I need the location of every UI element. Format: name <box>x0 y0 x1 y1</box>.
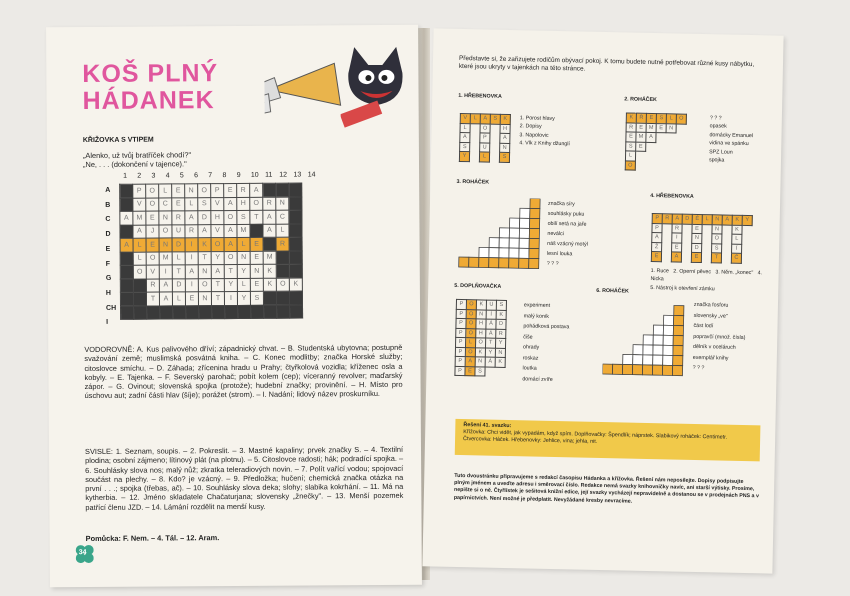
clue: opasek <box>709 123 727 130</box>
clue: souhlásky puku <box>547 210 585 218</box>
crossword-cell: E <box>250 237 263 251</box>
crossword-cell: M <box>159 251 172 265</box>
crossword-cell: E <box>250 251 263 265</box>
crossword-cell: O <box>224 251 237 265</box>
clue: ohrady <box>522 344 540 351</box>
crossword-cell: A <box>224 237 237 251</box>
crossword-cell: L <box>237 237 250 251</box>
puzzle-4-title: 4. HŘEBENOVKA <box>650 192 694 200</box>
right-page <box>422 28 783 573</box>
column-number: 6 <box>194 172 199 180</box>
crossword-black-cell <box>120 265 133 279</box>
crossword-cell: K <box>263 278 276 292</box>
crossword-cell: A <box>185 265 198 279</box>
crossword-cell: A <box>224 224 237 238</box>
puzzle-2-title: 2. ROHÁČEK <box>624 96 657 104</box>
puzzle-3-staircase-grid <box>457 197 543 277</box>
crossword-black-cell <box>237 305 250 319</box>
crossword-cell: V <box>211 197 224 211</box>
clue: značka síry <box>547 200 575 208</box>
crossword-cell: S <box>237 210 250 224</box>
puzzle-5-grid: P O K U S P O N Í K P O H Á D P O H Á R P L O T Y P O K Y N P A N Á K P E S <box>454 299 507 377</box>
crossword-cell: A <box>263 224 276 238</box>
crossword-cell: Y <box>224 278 237 292</box>
column-number: 11 <box>265 171 273 179</box>
crossword-black-cell <box>276 305 289 319</box>
crossword-black-cell <box>120 225 133 239</box>
crossword-cell: E <box>185 292 198 306</box>
crossword-cell: A <box>198 224 211 238</box>
crossword-cell: O <box>146 198 159 212</box>
crossword-cell: N <box>276 197 289 211</box>
crossword-cell: O <box>250 197 263 211</box>
row-letter: A <box>105 186 111 194</box>
column-number: 4 <box>165 172 170 180</box>
crossword-black-cell <box>263 237 276 251</box>
crossword-cell: R <box>185 224 198 238</box>
crossword-cell: A <box>159 292 172 306</box>
crossword-cell: R <box>146 279 159 293</box>
crossword-cell: L <box>172 292 185 306</box>
crossword-cell: L <box>159 184 172 198</box>
crossword-row <box>120 291 302 306</box>
row-letter: E <box>105 245 111 253</box>
crossword-cell: N <box>159 211 172 225</box>
row-letter: C <box>105 216 111 224</box>
crossword-black-cell <box>120 306 133 320</box>
crossword-cell: S <box>250 291 263 305</box>
clue: loutka <box>522 365 537 372</box>
clue: obilí setá na jaře <box>547 220 587 228</box>
crossword-black-cell <box>120 279 133 293</box>
crossword-black-cell <box>120 198 133 212</box>
puzzle-6-staircase-grid <box>602 302 690 388</box>
page-number: 34 <box>78 549 87 557</box>
crossword-cell: A <box>224 197 237 211</box>
column-number: 8 <box>222 172 227 180</box>
clue: 1. Porost hlavy <box>519 115 555 122</box>
crossword-cell: V <box>146 265 159 279</box>
clue: čiše <box>523 333 533 341</box>
crossword-heading: KŘIŽOVKA S VTIPEM <box>82 136 154 145</box>
crossword-cell: V <box>133 198 146 212</box>
row-letter: CH <box>105 304 117 312</box>
crossword-cell: C <box>276 210 289 224</box>
puzzle-4-clues <box>650 267 771 295</box>
row-letter: H <box>105 289 111 297</box>
paper-cone-illustration <box>264 59 344 120</box>
column-number: 7 <box>208 172 213 180</box>
row-letter: B <box>105 201 111 209</box>
crossword-cell: N <box>198 265 211 279</box>
crossword-black-cell <box>120 292 133 306</box>
crossword-cell: E <box>146 211 159 225</box>
clue: domácí zvíře <box>522 375 553 383</box>
crossword-black-cell <box>250 305 263 319</box>
crossword-cell: T <box>224 264 237 278</box>
crossword-row <box>120 251 302 266</box>
crossword-cell: E <box>250 278 263 292</box>
puzzle-3-title: 3. ROHÁČEK <box>456 178 490 186</box>
crossword-black-cell <box>289 264 302 278</box>
crossword-cell: D <box>172 278 185 292</box>
clue: domácky Emanuel <box>709 132 754 139</box>
crossword-cell: T <box>211 278 224 292</box>
crossword-cell: O <box>224 210 237 224</box>
row-letter: F <box>105 260 111 268</box>
column-number: 1 <box>123 172 128 180</box>
solution-box <box>455 419 761 461</box>
crossword-black-cell <box>289 237 302 251</box>
crossword-cell: M <box>133 211 146 225</box>
crossword-black-cell <box>133 292 146 306</box>
crossword-cell: I <box>185 251 198 265</box>
crossword-cell: N <box>250 264 263 278</box>
crossword-cell: T <box>211 292 224 306</box>
crossword-cell: P <box>133 184 146 198</box>
crossword-cell: A <box>120 238 133 252</box>
crossword-cell: K <box>198 238 211 252</box>
hint: Pomůcka: F. Nem. – 4. Tál. – 12. Aram. <box>85 533 220 544</box>
crossword-cell: N <box>198 292 211 306</box>
crossword-cell: A <box>185 211 198 225</box>
crossword-cell: K <box>289 278 302 292</box>
clue: 3. Něm. „konec" <box>715 269 754 277</box>
crossword-black-cell <box>263 305 276 319</box>
row-letter: D <box>105 230 111 238</box>
clue: pohádková postava <box>523 323 570 331</box>
crossword-black-cell <box>172 305 185 319</box>
crossword-black-cell <box>276 291 289 305</box>
crossword-black-cell <box>263 183 276 197</box>
crossword-cell: J <box>146 225 159 239</box>
crossword-black-cell <box>276 264 289 278</box>
crossword-cell: R <box>276 237 289 251</box>
crossword-cell: O <box>276 278 289 292</box>
crossword-cell: M <box>237 224 250 238</box>
crossword-cell: V <box>211 224 224 238</box>
crossword-cell: O <box>198 184 211 198</box>
column-number: 10 <box>250 171 259 179</box>
clue: popravčí (množ. čísla) <box>693 333 746 341</box>
crossword-cell: N <box>185 184 198 198</box>
clue: SPZ Loun <box>709 148 733 156</box>
crossword-cell: I <box>185 238 198 252</box>
crossword-cell: E <box>172 197 185 211</box>
crossword-black-cell <box>276 251 289 265</box>
clue: neválci <box>547 230 564 238</box>
column-number: 3 <box>151 172 156 180</box>
puzzle-2-grid: K Ř E S L O R E M E N E M A S E L O <box>625 112 687 171</box>
puzzle-1-grid: V L A S K L O H A P A S U N Y L S <box>459 113 511 163</box>
crossword-cell: R <box>263 197 276 211</box>
crossword-cell: L <box>133 238 146 252</box>
crossword-cell: H <box>237 197 250 211</box>
page-number-badge <box>76 545 94 563</box>
crossword-row <box>120 197 302 212</box>
crossword-cell: E <box>172 184 185 198</box>
clue: 2. Dopisy <box>519 123 542 131</box>
clue: 5. Nástroj k otevření zámku <box>650 284 715 293</box>
crossword-black-cell <box>289 305 302 319</box>
crossword-cell: A <box>159 278 172 292</box>
clue: 1. Ruce <box>650 267 669 275</box>
crossword-black-cell <box>120 252 133 266</box>
column-number: 9 <box>236 171 241 179</box>
crossword-cell: A <box>120 211 133 225</box>
clue: ? ? ? <box>546 260 559 268</box>
crossword-cell: K <box>263 264 276 278</box>
row-letter: I <box>106 319 109 327</box>
puzzle-3-clues <box>547 199 589 270</box>
column-number: 2 <box>137 172 142 180</box>
clue: lesní louka <box>546 250 573 258</box>
crossword-cell: M <box>263 251 276 265</box>
solution-text: Křížovka: Chci vidět, jak vypadám, když spím. Doplňovačky: Špendlík; náprstek. Slabikový roháček: Centimetr. Čtvercovka: Háček. Hřebenovky: Jehlice, vina; jehla, nit. <box>463 429 728 446</box>
crossword-cell: S <box>198 197 211 211</box>
crossword-black-cell <box>185 305 198 319</box>
crossword-cell: Y <box>211 251 224 265</box>
clue: experiment <box>523 302 551 309</box>
crossword-cell: Y <box>237 291 250 305</box>
clue: 4. Vlk z Knihy džunglí <box>519 140 570 148</box>
crossword-cell: I <box>185 278 198 292</box>
intro-line-1: „Alenko, už tvůj bratříček chodí?" <box>82 150 192 161</box>
crossword-cell: L <box>237 278 250 292</box>
crossword-row <box>120 224 302 239</box>
crossword-cell: D <box>172 238 185 252</box>
crossword-black-cell <box>133 306 146 320</box>
intro-line-2: „Ne, . . . (dokončení v tajence)." <box>82 159 187 170</box>
crossword-black-cell <box>211 305 224 319</box>
clue: část lodí <box>693 322 714 330</box>
puzzle-5-title: 5. DOPLŇOVAČKA <box>454 282 502 290</box>
crossword-black-cell <box>250 224 263 238</box>
crossword-cell: T <box>146 292 159 306</box>
crossword-cell: I <box>159 265 172 279</box>
crossword-cell: O <box>211 238 224 252</box>
page-title <box>82 60 218 115</box>
crossword-cell: N <box>237 251 250 265</box>
crossword-black-cell <box>289 251 302 265</box>
clue: vidina ve spánku <box>709 140 749 148</box>
crossword-cell: O <box>146 184 159 198</box>
clue: exemplář knihy <box>692 354 729 362</box>
crossword-row <box>120 183 302 198</box>
crossword-black-cell <box>146 306 159 320</box>
column-number: 14 <box>307 171 316 179</box>
crossword-black-cell <box>133 279 146 293</box>
clue: dělník v oceláruch <box>692 343 736 351</box>
crossword-row <box>120 278 302 293</box>
clue: 3. Napolovic <box>519 132 549 139</box>
crossword-cell: I <box>224 291 237 305</box>
crossword-cell: L <box>185 197 198 211</box>
title-line-1: KOŠ PLNÝ <box>82 59 219 89</box>
puzzle-6-clues <box>693 300 747 375</box>
crossword-cell: T <box>198 251 211 265</box>
column-number: 5 <box>179 172 184 180</box>
crossword-cell: H <box>211 211 224 225</box>
crossword-cell: E <box>224 183 237 197</box>
crossword-black-cell <box>120 184 133 198</box>
clue: spojka <box>708 157 725 164</box>
crossword-cell: T <box>250 210 263 224</box>
crossword-grid <box>119 183 303 320</box>
clue: značka fosforu <box>693 301 729 309</box>
crossword-cell: A <box>263 210 276 224</box>
clue: 4. Nicka <box>650 270 763 283</box>
crossword-cell: O <box>146 252 159 266</box>
crossword-cell: A <box>211 265 224 279</box>
crossword-cell: E <box>146 238 159 252</box>
crossword-cell: A <box>250 183 263 197</box>
crossword-cell: Y <box>237 264 250 278</box>
crossword-black-cell <box>224 305 237 319</box>
crossword-cell: P <box>211 184 224 198</box>
crossword-cell: N <box>159 238 172 252</box>
crossword-row <box>120 210 302 225</box>
down-clues: SVISLE: 1. Seznam, soupis. – 2. Pokreslit. – 3. Mastné kapaliny; prvek značky S. – 4. Textilní plodina; osobní zájmeno; lítinový plát (na plotnu). – 5. Citoslovce radosti; hák; podradící spojka. – 6. Souhlásky slova nos; malý nůž; zkratka teleradiových novin. – 7. Polít vařící vodou; spojovací součást na plechy. – 8. Kdo? je vzácný. – 9. Předložka; hučení; chemická značka otázka na první . . .; spojka (třebas, ač). – 10. Souhlásky slova deka; slohy; slabika kokrhání. – 11. Má na kytherbia. – 12. Jméno skladatele Chačaturjana; slovensky „žnečky". – 13. Menší pozemek patřící členu JZD. – 14. Lámání rozdělit na menší kusy. <box>84 444 404 512</box>
cat-mascot-illustration <box>340 43 411 133</box>
crossword-cell: R <box>237 183 250 197</box>
row-letter: G <box>105 275 112 283</box>
right-intro: Představte si, že zařizujete rodičům obývací pokoj. K tomu budete nutně potřebovat různé kusy nábytku, které jsou ukryty v tajenkách na této stránce. <box>458 54 755 73</box>
puzzle-4-grid: P R A D É L N A K Y P R E N K A I N O L Ž E D S Í E A E T Č <box>651 213 753 264</box>
footer-note: Tuto dvoustránku připravujeme s redakcí časopisu Hádanka a křížovka. Řešení nám neposílejte. Dopisy podpisujte plným jménem a uveďte adresu i směrovací číslo. Redakce nemá svazky knihovničky navíc, ani starší výtisky. Prosíme, nepište si o ně. Čtyřlístek je sešitová knižní edice, její svazky vycházejí nepravidelně a dostanou se v prodejnách PNS a v papírnictvích. Není možné je předplatit. Nevyžádané kresby nevracíme. <box>453 472 759 505</box>
solution-heading: Řešení 41. svazku: <box>463 422 512 430</box>
crossword-black-cell <box>289 210 302 224</box>
crossword-cell: D <box>198 211 211 225</box>
crossword-black-cell <box>198 305 211 319</box>
crossword-black-cell <box>289 224 302 238</box>
puzzle-2-clues <box>709 114 754 165</box>
crossword-black-cell <box>276 183 289 197</box>
crossword-cell: O <box>133 265 146 279</box>
column-number: 13 <box>293 171 302 179</box>
puzzle-1-title: 1. HŘEBENOVKA <box>458 92 502 100</box>
crossword-row <box>120 305 302 320</box>
across-clues: VODOROVNĚ: A. Kus palivového dříví; západnický chvat. – B. Studentská ubytovna; postupně svažování země; muslimská posvátná kniha. – C. Konec modlitby; značka Horské služby; citoslovce smíchu. – D. Záhada; zřícenina hradu u Prahy; čtyřkolová vozidla; kříženec osla a kobyly. – E. Tajenka. – F. Severský parohač; pobít kolem (cep); víceranný revolver; maďarský zápor. – G. Ovinout; slovenská spojka (protože); hudební značky; provinění. – H. Místo pro úschovu aut; zadní části hlav (šíje); porážet (strom). – I. Nadání; lidový název proskurníku. <box>84 342 403 401</box>
crossword-black-cell <box>159 305 172 319</box>
crossword-cell: L <box>276 224 289 238</box>
crossword-black-cell <box>263 291 276 305</box>
clue: náš vzácný motýl <box>547 240 588 248</box>
clue: malý koník <box>523 312 550 320</box>
clue: slovensky „ve" <box>693 312 728 320</box>
crossword-cell: C <box>159 197 172 211</box>
crossword-cell: U <box>172 224 185 238</box>
crossword-black-cell <box>289 291 302 305</box>
crossword-row <box>120 264 302 279</box>
crossword-black-cell <box>289 197 302 211</box>
crossword-cell: A <box>133 225 146 239</box>
clue: ? ? ? <box>709 115 722 122</box>
left-page <box>46 25 422 588</box>
crossword-row <box>120 237 302 252</box>
puzzle-1-clues <box>519 114 570 149</box>
puzzle-6-title: 6. ROHÁČEK <box>596 287 629 295</box>
clue: roskaz <box>522 354 539 362</box>
clue: ? ? ? <box>692 364 705 372</box>
crossword-cell: O <box>198 278 211 292</box>
crossword-black-cell <box>289 183 302 197</box>
crossword-cell: L <box>172 251 185 265</box>
crossword-cell: T <box>172 265 185 279</box>
crossword-cell: L <box>133 252 146 266</box>
puzzle-5-clues <box>522 300 570 385</box>
clue: 2. Operní pěvec <box>673 268 712 276</box>
crossword-cell: R <box>172 211 185 225</box>
crossword-cell: O <box>159 224 172 238</box>
title-line-2: HÁDANEK <box>82 86 215 116</box>
column-number: 12 <box>279 171 288 179</box>
